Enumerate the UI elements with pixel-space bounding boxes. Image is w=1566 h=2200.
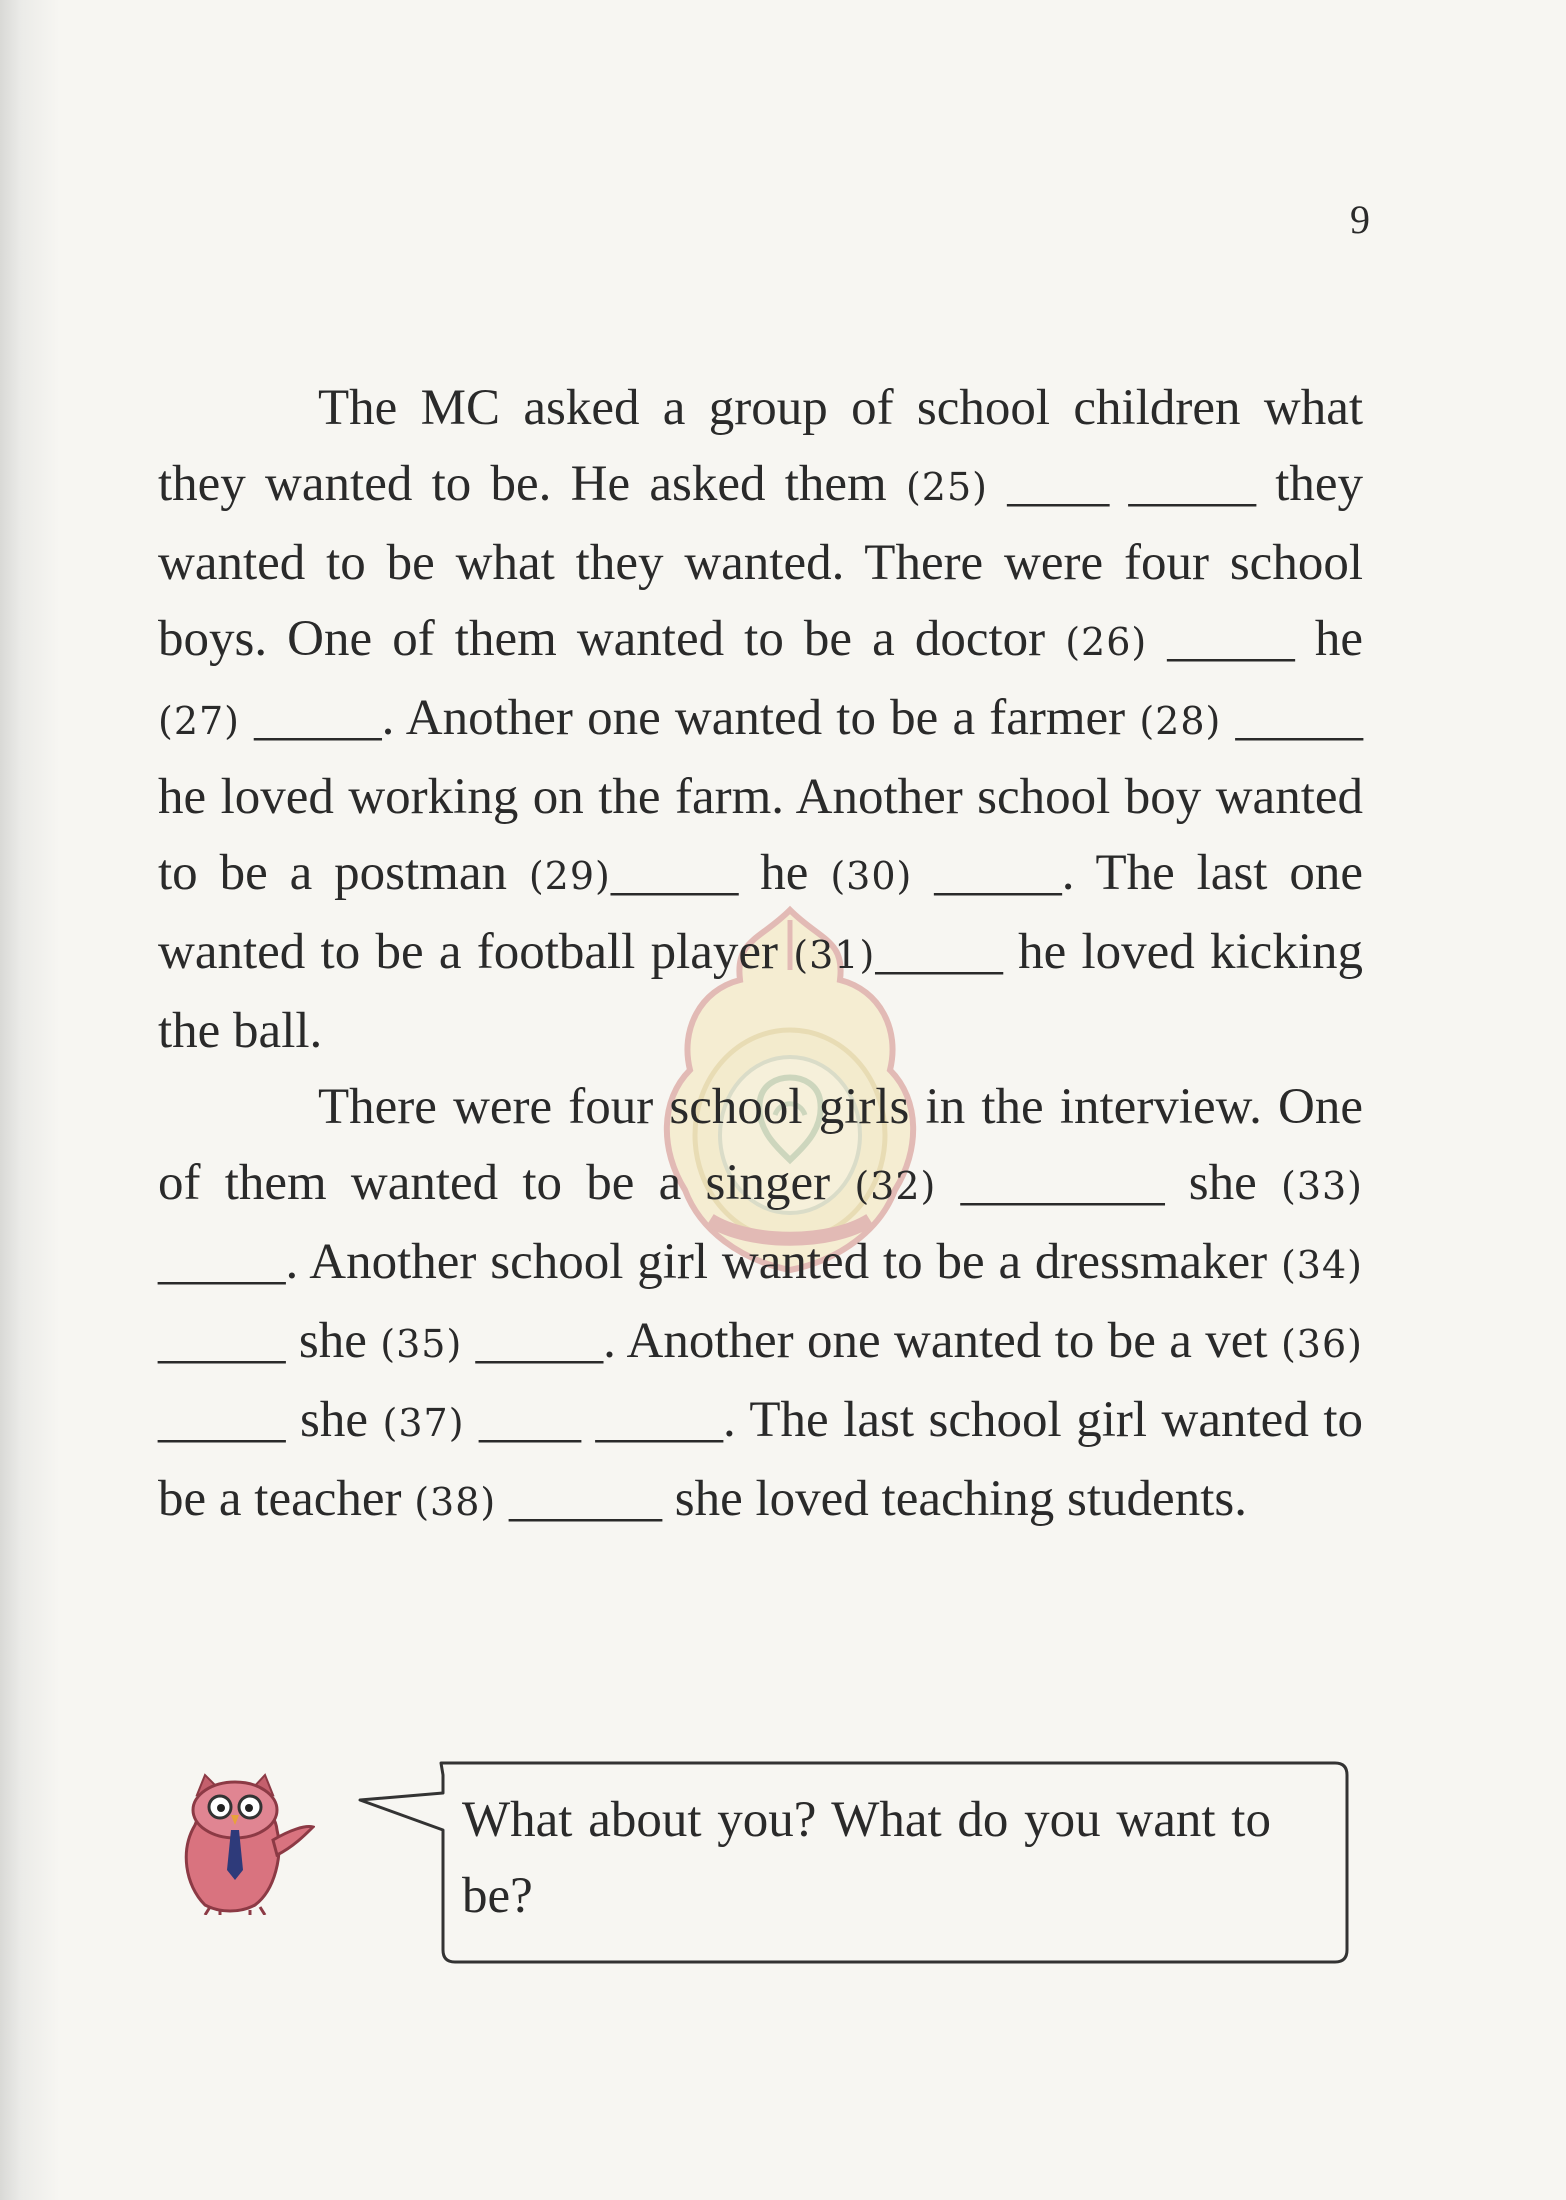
question-number: (37) bbox=[382, 1401, 465, 1445]
question-number: (26) bbox=[1065, 620, 1148, 664]
passage-text: _____. Another school girl wanted to be a dressmaker bbox=[158, 1155, 1376, 1290]
passage-text: _____ she bbox=[158, 1313, 1376, 1448]
passage-text: ____ _____. The last school girl wanted to be a teacher bbox=[158, 1392, 1376, 1527]
question-number: (27) bbox=[158, 699, 241, 743]
page-number: 9 bbox=[1350, 197, 1370, 242]
passage-text: _____ she bbox=[158, 1234, 1376, 1369]
passage-text: _____. Another one wanted to be a farmer bbox=[240, 690, 1140, 746]
paragraph-boys bbox=[158, 370, 1376, 1069]
question-number: (29) bbox=[528, 854, 611, 898]
question-number: (35) bbox=[380, 1322, 463, 1366]
passage-text: ______ she loved teaching students. bbox=[496, 1471, 1247, 1527]
question-number: (34) bbox=[1280, 1243, 1363, 1287]
question-number: (38) bbox=[414, 1480, 497, 1524]
question-number: (36) bbox=[1280, 1322, 1363, 1366]
page-binding-shadow bbox=[0, 0, 60, 2200]
passage-text: There were four school girls in the interview. One of them wanted to be a singer bbox=[158, 1079, 1376, 1211]
passage-text: _____ he bbox=[1147, 611, 1376, 667]
question-number: (32) bbox=[854, 1164, 937, 1208]
question-number: (30) bbox=[830, 854, 913, 898]
owl-illustration-icon bbox=[165, 1755, 315, 1915]
passage-text: ____ _____ they wanted to be what they wanted. There were four school boys. One of them wanted to be a doctor bbox=[158, 456, 1376, 667]
passage-text: The MC asked a group of school children what they wanted to be. He asked them bbox=[158, 380, 1376, 512]
speech-bubble-text: What about you? What do you want to be? bbox=[462, 1792, 1271, 1924]
question-number: (31) bbox=[793, 933, 876, 977]
passage-text: _____. Another one wanted to be a vet bbox=[462, 1313, 1281, 1369]
paragraph-girls bbox=[158, 1069, 1376, 1540]
passage-text: _____ he loved kicking the ball. bbox=[158, 924, 1376, 1059]
passage-text: _____ he bbox=[610, 845, 831, 901]
passage bbox=[158, 370, 1376, 1540]
question-number: (25) bbox=[905, 465, 988, 509]
passage-text: ________ she bbox=[936, 1155, 1281, 1211]
question-number: (33) bbox=[1281, 1164, 1364, 1208]
passage-text: _____ he loved working on the farm. Another school boy wanted to be a postman bbox=[158, 690, 1376, 901]
question-number: (28) bbox=[1139, 699, 1222, 743]
passage-text: _____. The last one wanted to be a football player bbox=[158, 845, 1376, 980]
